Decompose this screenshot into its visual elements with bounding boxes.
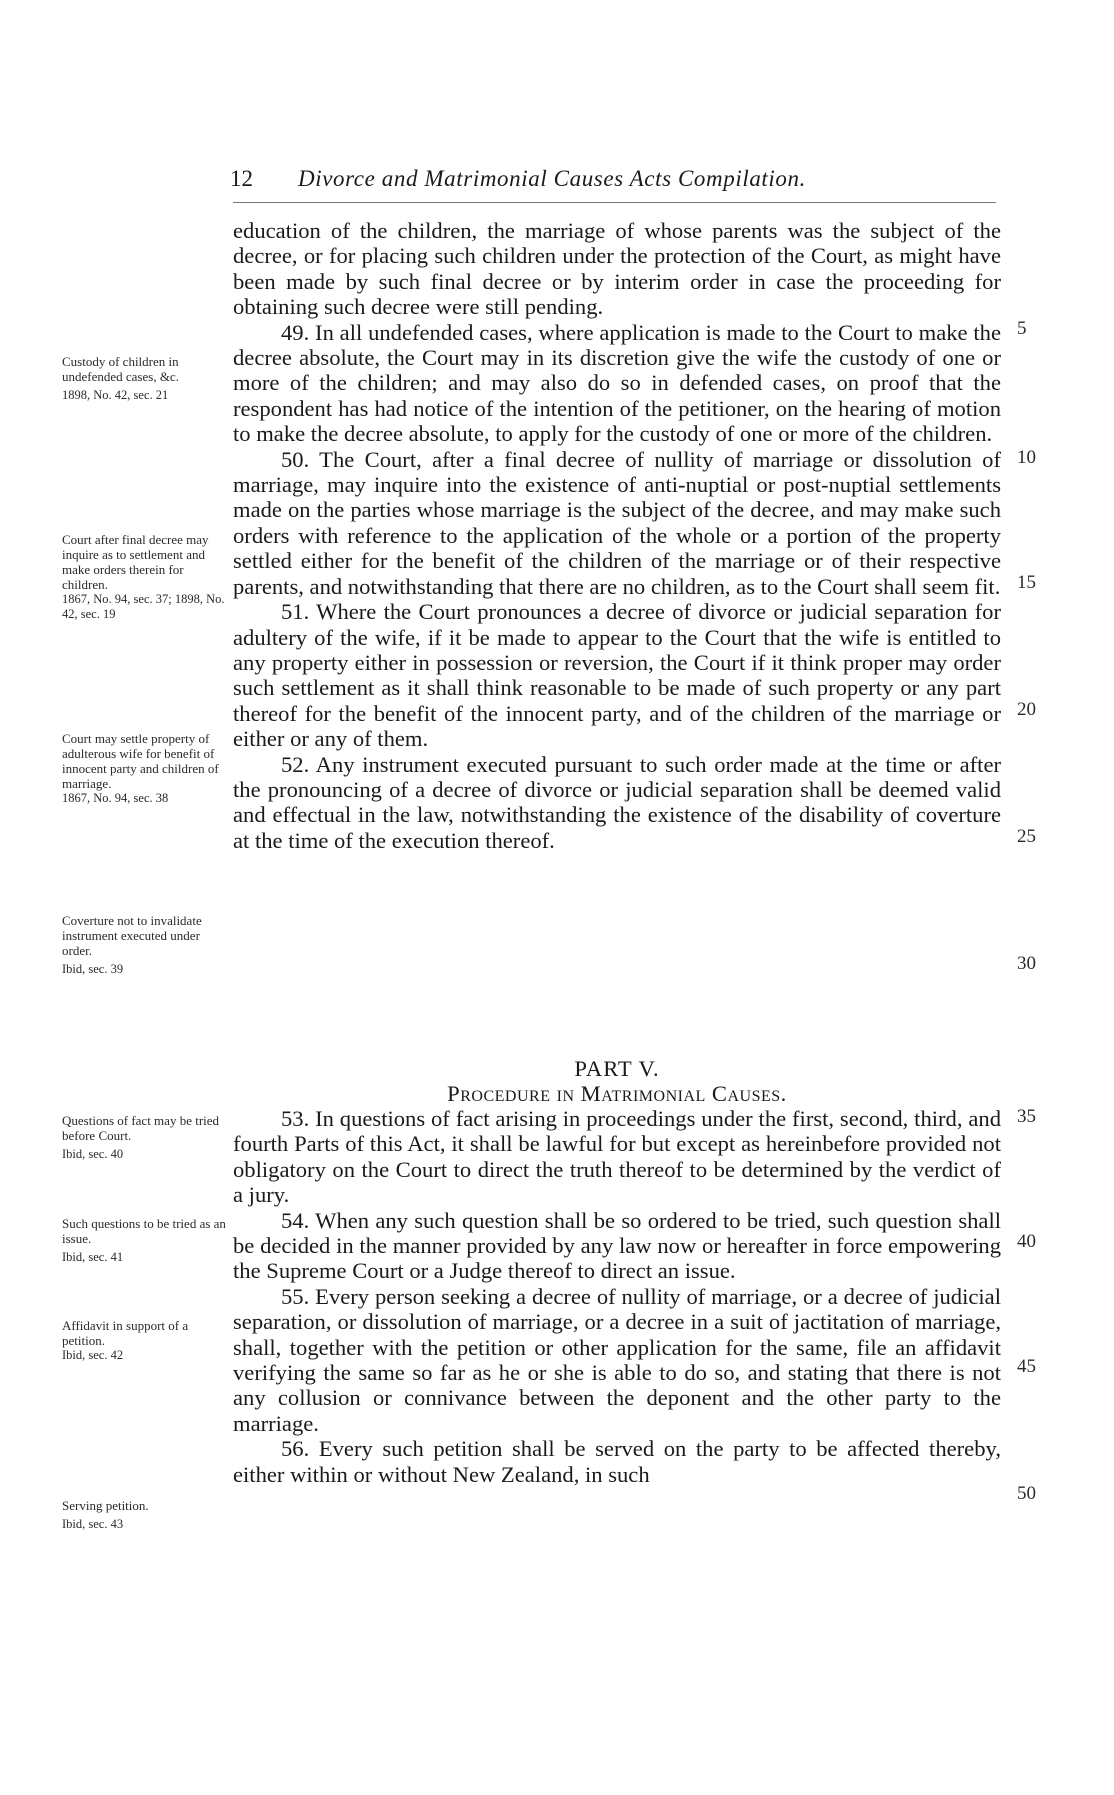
margin-note	[62, 1216, 232, 1265]
margin-note	[62, 354, 232, 403]
line-number: 10	[1017, 447, 1036, 468]
body-text-lower	[233, 1106, 1001, 1487]
margin-note-ref: 1898, No. 42, sec. 21	[62, 388, 169, 402]
page-number: 12	[230, 166, 253, 191]
margin-note	[62, 1498, 232, 1532]
margin-note-ref: 1867, No. 94, sec. 37; 1898, No. 42, sec. 19	[62, 592, 225, 621]
part-subtitle: Procedure in Matrimonial Causes.	[447, 1081, 787, 1106]
paragraph-49: 49. In all undefended cases, where application is made to the Court to make the decree absolute, the Court may in its discretion give the wife the custody of one or more of the children; and may also do so in defended cases, on proof that the respondent has had notice of the intention of the petitioner, on the hearing of motion to make the decree absolute, to apply for the custody of one or more of the children.	[233, 319, 1001, 447]
line-number: 5	[1017, 318, 1027, 339]
margin-note	[62, 532, 232, 622]
margin-note	[62, 1318, 232, 1363]
line-number: 25	[1017, 826, 1036, 847]
paragraph-53: 53. In questions of fact arising in proceedings under the first, second, third, and fourth Parts of this Act, it shall be lawful for but except as hereinbefore provided not obligatory on the Court to direct the truth thereof to be determined by the verdict of a jury.	[233, 1106, 1001, 1208]
line-number: 20	[1017, 699, 1036, 720]
margin-note-text: Affidavit in support of a petition.	[62, 1318, 189, 1348]
paragraph-51: 51. Where the Court pronounces a decree of divorce or judicial separation for adultery of the wife, if it be made to appear to the Court that the wife is entitled to any property either in possession or reversion, the Court if it think proper may order such settlement as it shall think reasonable to be made of such property or any part thereof for the benefit of the innocent party, and of the children of the marriage or either or any of them.	[233, 599, 1001, 752]
paragraph-52: 52. Any instrument executed pursuant to such order made at the time or after the pronouncing of a decree of divorce or judicial separation shall be deemed valid and effectual in the law, notwithstanding the existence of the disability of coverture at the time of the execution thereof.	[233, 751, 1001, 853]
paragraph-50: 50. The Court, after a final decree of nullity of marriage or dissolution of marriage, may inquire into the existence of anti-nuptial or post-nuptial settlements made on the parties whose marriage is the subject of the decree, and may make such orders with reference to the application of the whole or a portion of the property settled either for the benefit of the children of the marriage or of their respective parents, and notwithstanding that there are no children, as to the Court shall seem fit.	[233, 446, 1001, 599]
margin-note	[62, 1113, 232, 1162]
margin-note-text: Court may settle property of adulterous wife for benefit of innocent party and children of marriage.	[62, 731, 219, 791]
margin-note-text: Court after final decree may inquire as to settlement and make orders therein for children.	[62, 532, 209, 592]
margin-note	[62, 913, 232, 977]
margin-note-text: Serving petition.	[62, 1498, 149, 1513]
body-text-upper	[233, 218, 1001, 853]
margin-note-ref: 1867, No. 94, sec. 38	[62, 791, 169, 805]
margin-note-text: Questions of fact may be tried before Court.	[62, 1113, 220, 1143]
paragraph-55: 55. Every person seeking a decree of nullity of marriage, or a decree of judicial separation, or dissolution of marriage, or a decree in a suit of jactitation of marriage, shall, together with the petition or other application for the same, file an affidavit verifying the same so far as he or she is able to do so, and stating that there is not any collusion or connivance between the deponent and the other party to the marriage.	[233, 1283, 1001, 1436]
line-number: 40	[1017, 1231, 1036, 1252]
margin-note-ref: Ibid, sec. 41	[62, 1250, 124, 1264]
paragraph-54: 54. When any such question shall be so ordered to be tried, such question shall be decided in the manner provided by any law now or hereafter in force empowering the Supreme Court or a Judge thereof to direct an issue.	[233, 1207, 1001, 1284]
paragraph-continued: education of the children, the marriage of whose parents was the subject of the decree, or for placing such children under the protection of the Court, as might have been made by such final decree or by interim order in case the proceeding for obtaining such decree were still pending.	[233, 218, 1001, 320]
margin-note-ref: Ibid, sec. 39	[62, 962, 124, 976]
line-number: 50	[1017, 1483, 1036, 1504]
line-number: 15	[1017, 572, 1036, 593]
line-number: 35	[1017, 1106, 1036, 1127]
line-number: 30	[1017, 953, 1036, 974]
margin-note-ref: Ibid, sec. 40	[62, 1147, 124, 1161]
margin-note-ref: Ibid, sec. 43	[62, 1517, 124, 1531]
running-title: Divorce and Matrimonial Causes Acts Compilation.	[298, 166, 806, 191]
paragraph-56: 56. Every such petition shall be served on the party to be affected thereby, either within or without New Zealand, in such	[233, 1436, 1001, 1487]
margin-note	[62, 731, 232, 806]
line-number: 45	[1017, 1356, 1036, 1377]
margin-note-ref: Ibid, sec. 42	[62, 1348, 124, 1362]
margin-note-text: Custody of children in undefended cases, &c.	[62, 354, 179, 384]
margin-note-text: Such questions to be tried as an issue.	[62, 1216, 226, 1246]
margin-note-text: Coverture not to invalidate instrument executed under order.	[62, 913, 202, 958]
part-title: PART V.	[574, 1056, 660, 1081]
header-rule	[233, 202, 996, 203]
